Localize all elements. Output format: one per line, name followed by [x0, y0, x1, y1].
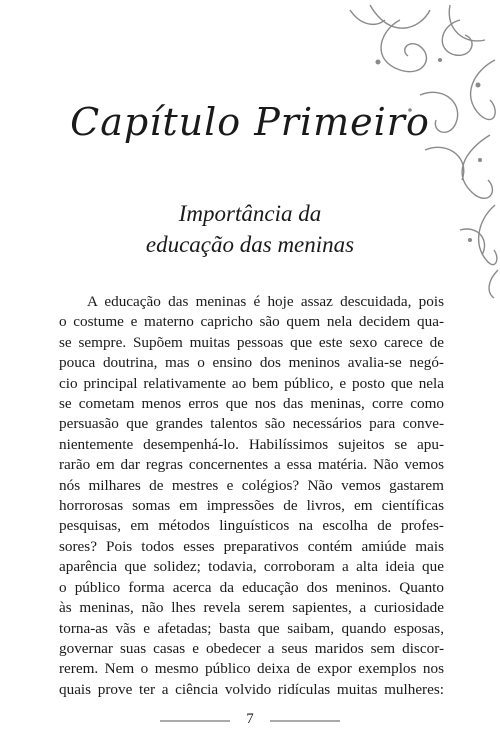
body-line: nientemente desempenhá-lo. Habilíssimos sujeitos se apu-	[59, 435, 444, 453]
chapter-title: Capítulo Primeiro	[70, 100, 430, 144]
page-number: 7	[246, 711, 254, 727]
body-line: rarão em dar regras concernentes a essa matéria. Não vemos	[59, 456, 444, 474]
body-line: cio principal relativamente ao bem público, e posto que nela	[59, 374, 444, 392]
body-line: o costume e materno capricho são quem nela decidem qua-	[59, 313, 444, 331]
body-line: rerem. Nem o mesmo público deixa de expor exemplos nos	[59, 660, 444, 678]
footer-line-ornament	[160, 720, 230, 722]
page-footer	[0, 708, 500, 732]
body-line: pouca doutrina, mas o ensino dos meninos avalia-se negó-	[59, 354, 444, 372]
body-line: governar suas casas e obedecer a seus maridos sem discor-	[59, 639, 444, 657]
body-line: torna-as vãs e afetadas; basta que saibam, quando esposas,	[59, 619, 444, 637]
section-title-line: educação das meninas	[145, 232, 355, 257]
body-text	[59, 292, 444, 700]
body-line: se sempre. Supõem muitas pessoas que este sexo carece de	[59, 333, 444, 351]
body-line: pesquisas, em métodos linguísticos na escolha de profes-	[59, 517, 444, 535]
body-line: sores? Pois todos esses preparativos contém amiúde mais	[59, 537, 444, 555]
section-title	[60, 198, 440, 260]
body-line: o público forma acerca da educação dos meninos. Quanto	[59, 578, 444, 596]
body-line: nós milhares de mestres e colégios? Não vemos gastarem	[59, 476, 444, 494]
body-line: às meninas, não lhes revela serem sapientes, a curiosidade	[59, 599, 444, 617]
body-line: quais prove ter a ciência volvido ridículas muitas mulheres:	[59, 680, 444, 698]
body-line: se cometam menos erros que nos das meninas, corre como	[59, 395, 444, 413]
body-line: A educação das meninas é hoje assaz descuidada, pois	[87, 293, 444, 310]
footer-line-ornament	[270, 720, 340, 722]
body-line: horrorosas somas em impressões de livros, em científicas	[59, 497, 444, 515]
body-line: aparência que solidez; todavia, corroboram a alta ideia que	[59, 558, 444, 576]
section-title-line: Importância da	[178, 201, 322, 226]
body-line: persuasão que grandes talentos são necessários para conve-	[59, 415, 444, 433]
